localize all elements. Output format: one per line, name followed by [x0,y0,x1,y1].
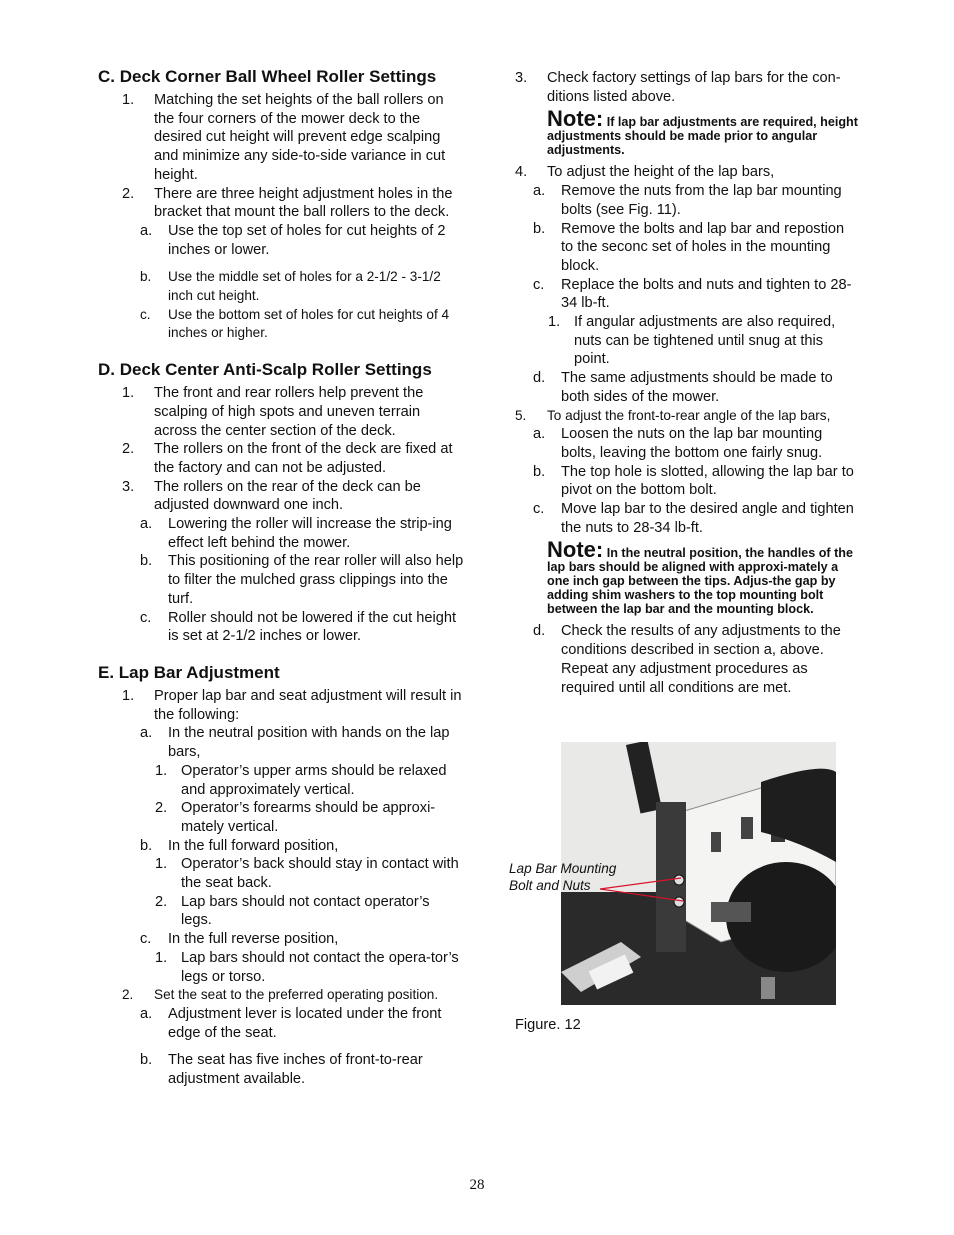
list-item: b. Remove the bolts and lap bar and repostion to the seconc set of holes in the mounting block. [533,220,845,274]
left-column [98,66,464,1101]
list-item: 1. Lap bars should not contact the opera-tor’s legs or torso. [155,949,459,985]
list-item: c. Replace the bolts and nuts and tighten to 28-34 lb-ft. [533,276,852,312]
list-item: 1. Proper lap bar and seat adjustment will result in the following: [122,687,462,723]
list-item: c. Move lap bar to the desired angle and tighten the nuts to 28-34 lb-ft. [533,501,854,536]
list-item: b. In the full forward position, [140,837,339,854]
note-block: Note: If lap bar adjustments are required, height adjustments should be made prior to angular adjustments. [547,106,858,158]
list-item: 2. Lap bars should not contact operator’s legs. [155,893,430,929]
list-item: 2. Operator’s forearms should be approxi-mately vertical. [155,800,436,835]
list-item: c. Use the bottom set of holes for cut heights of 4 inches or higher. [140,306,450,341]
figure-caption: Figure. 12 [515,1017,581,1033]
list-item: a. Use the top set of holes for cut heights of 2 inches or lower. [140,222,446,258]
section-e [98,662,464,1089]
list-item: a. In the neutral position with hands on the lap bars, [140,725,450,761]
list-item: a. Loosen the nuts on the lap bar mounting bolts, leaving the bottom one fairly snug. [533,426,823,461]
list-item: 2. There are three height adjustment holes in the bracket that mount the ball rollers to the deck. [122,185,453,221]
list-item: 2. Set the seat to the preferred operating position. [122,987,439,1003]
list-item: c. In the full reverse position, [140,931,339,948]
list-item: 1. Matching the set heights of the ball rollers on the four corners of the mower deck to the desired cut height will prevent edge scalping and minimize any side-to-side variance in cut height. [122,92,446,183]
list-item: d. Check the results of any adjustments to the conditions described in section a, above. Repeat any adjustment procedures as required until all conditions are met. [533,623,841,696]
list-item: a. Adjustment lever is located under the front edge of the seat. [140,1005,442,1041]
list-item: d. The same adjustments should be made to both sides of the mower. [533,370,833,405]
list-item: c. Roller should not be lowered if the cut height is set at 2-1/2 inches or lower. [140,609,456,645]
list-item: 1. Operator’s back should stay in contact with the seat back. [155,856,459,892]
list-item: 2. The rollers on the front of the deck are fixed at the factory and can not be adjusted. [122,441,453,476]
list-item: b. Use the middle set of holes for a 2-1/2 - 3-1/2 inch cut height. [140,269,441,304]
list-item: 3. Check factory settings of lap bars for the con-ditions listed above. [515,70,841,105]
list-item: 1. The front and rear rollers help prevent the scalping of high spots and uneven terrain across the center section of the deck. [122,385,424,439]
list-item: b. The top hole is slotted, allowing the lap bar to pivot on the bottom bolt. [533,463,854,499]
figure-callout [509,860,616,894]
list-item: b. The seat has five inches of front-to-rear adjustment available. [140,1052,423,1088]
section-e-heading: E. Lap Bar Adjustment [98,662,280,682]
list-item: 4. To adjust the height of the lap bars, [515,164,775,181]
list-item: a. Remove the nuts from the lap bar mounting bolts (see Fig. 11). [533,183,842,218]
list-item: 5. To adjust the front-to-rear angle of the lap bars, [515,407,831,423]
callout-line-2: Bolt and Nuts [509,878,591,893]
list-item: 1. If angular adjustments are also required, nuts can be tightened until snug at this point. [548,314,836,368]
list-item: 1. Operator’s upper arms should be relaxed and approximately vertical. [155,762,447,798]
list-item: 3. The rollers on the rear of the deck can be adjusted downward one inch. [122,478,421,514]
callout-line-1: Lap Bar Mounting [509,861,617,876]
section-c [98,66,464,343]
list-item: b. This positioning of the rear roller will also help to filter the mulched grass clippings into the turf. [140,553,464,607]
note-block: Note: In the neutral position, the handles of the lap bars should be aligned with approxi-mately a one inch gap between the tips. Adjus-the gap by adding shim washers to the top mounting bolt between the lap bar and the mounting block. [547,537,854,617]
section-c-heading: C. Deck Corner Ball Wheel Roller Settings [98,67,437,86]
section-d [98,359,464,646]
section-d-heading: D. Deck Center Anti-Scalp Roller Settings [98,360,432,380]
list-item: a. Lowering the roller will increase the strip-ing effect left behind the mower. [140,516,452,551]
right-column [513,69,858,697]
page-number: 28 [469,1177,485,1193]
